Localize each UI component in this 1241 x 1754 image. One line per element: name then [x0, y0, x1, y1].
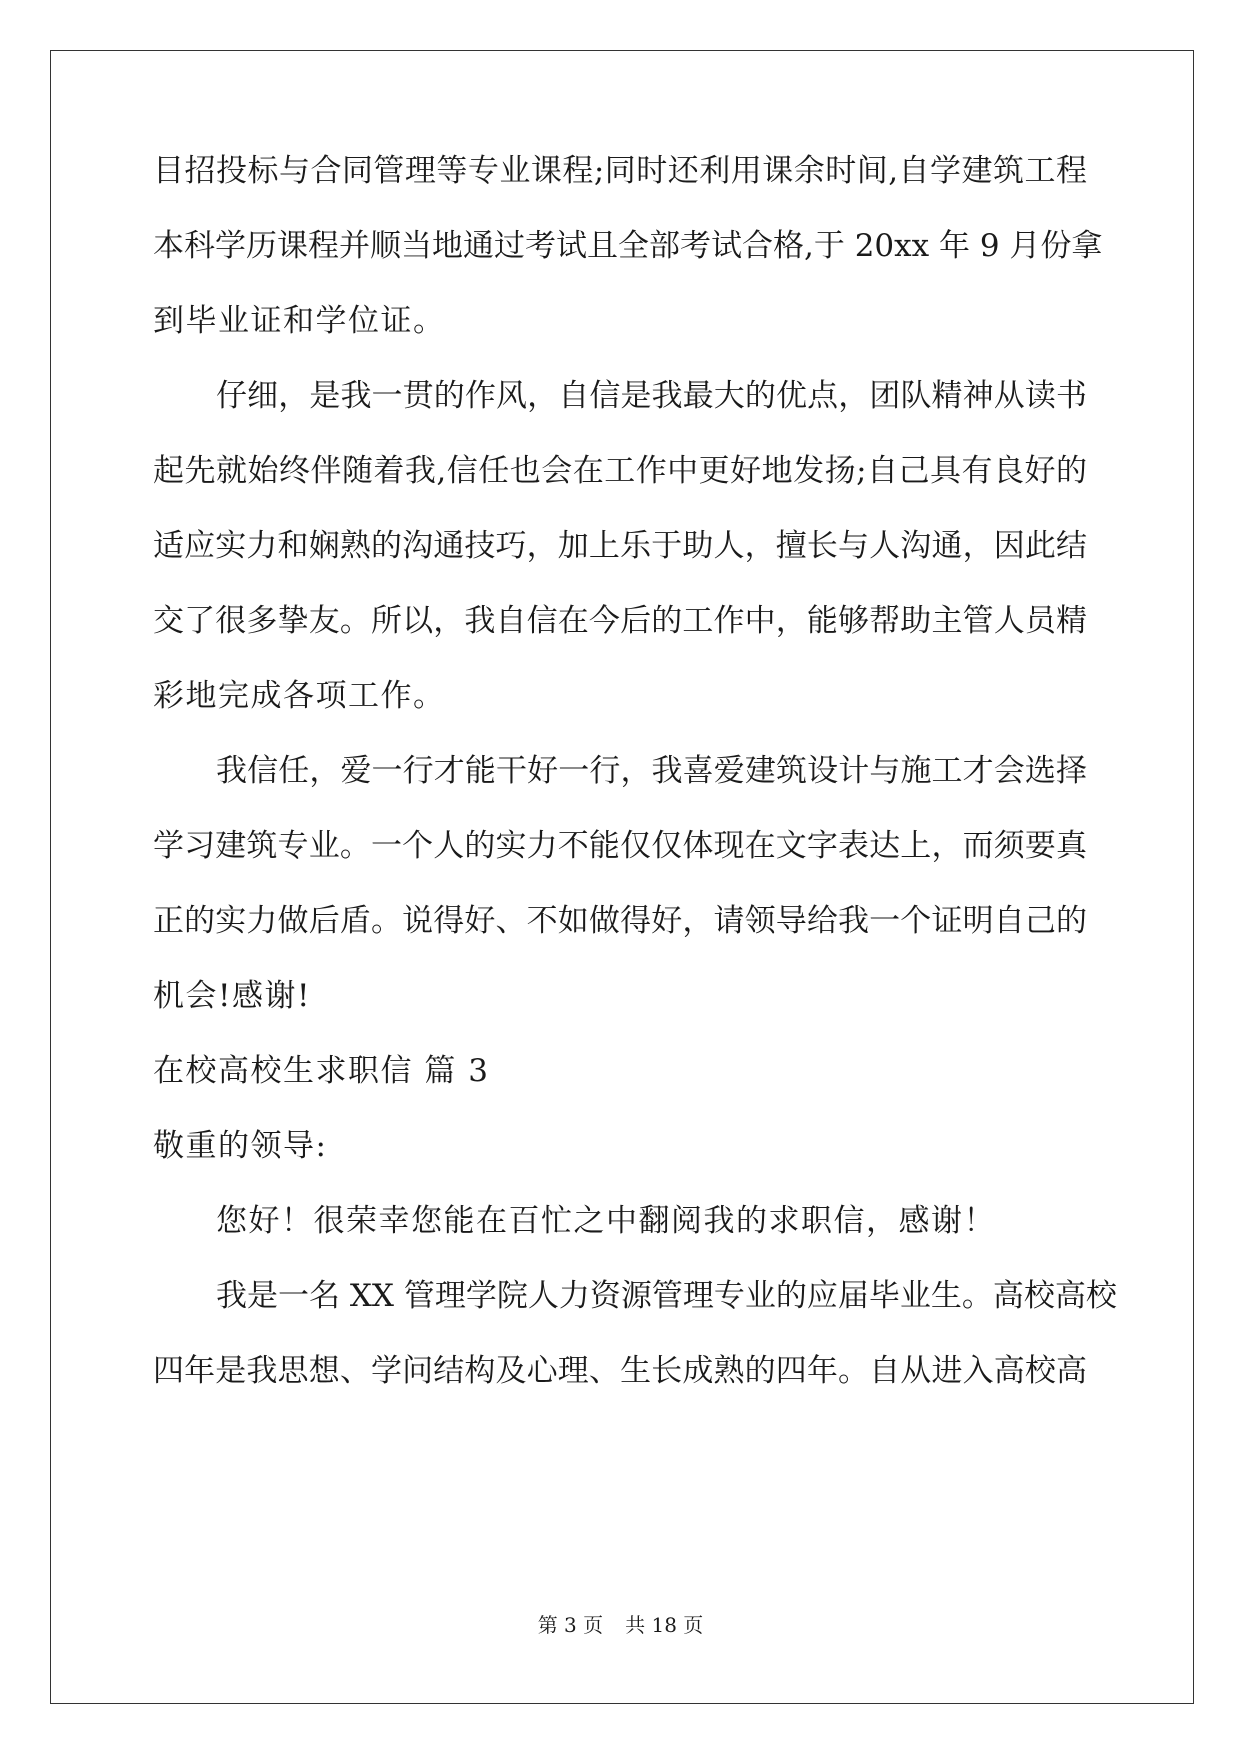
paragraph-start: 您好！很荣幸您能在百忙之中翻阅我的求职信，感谢！ [216, 1203, 996, 1239]
text-line: 机会!感谢! [153, 978, 311, 1014]
text-line: 交了很多挚友。所以，我自信在今后的工作中，能够帮助主管人员精 [153, 603, 1087, 639]
salutation: 敬重的领导: [153, 1128, 328, 1164]
text-line: 四年是我思想、学问结构及心理、生长成熟的四年。自从进入高校高 [153, 1353, 1087, 1389]
text-line: 到毕业证和学位证。 [153, 303, 446, 339]
paragraph-start: 我是一名 XX 管理学院人力资源管理专业的应届毕业生。高校高校 [216, 1278, 1117, 1314]
paragraph-start: 我信任，爱一行才能干好一行，我喜爱建筑设计与施工才会选择 [216, 753, 1087, 789]
text-line: 起先就始终伴随着我,信任也会在工作中更好地发扬;自己具有良好的 [153, 453, 1087, 489]
page-border [50, 50, 1194, 1704]
text-line: 适应实力和娴熟的沟通技巧，加上乐于助人，擅长与人沟通，因此结 [153, 528, 1087, 564]
text-line: 彩地完成各项工作。 [153, 678, 446, 714]
text-line: 本科学历课程并顺当地通过考试且全部考试合格,于 20xx 年 9 月份拿 [153, 228, 1103, 264]
text-line: 目招投标与合同管理等专业课程;同时还利用课余时间,自学建筑工程 [153, 153, 1087, 189]
page-total: 共 18 页 [625, 1613, 704, 1637]
page-number: 第 3 页 [537, 1613, 604, 1637]
page-footer [0, 1612, 1241, 1638]
text-line: 学习建筑专业。一个人的实力不能仅仅体现在文字表达上，而须要真 [153, 828, 1087, 864]
section-heading: 在校高校生求职信 篇 3 [153, 1053, 490, 1089]
paragraph-start: 仔细，是我一贯的作风，自信是我最大的优点，团队精神从读书 [216, 378, 1087, 414]
text-line: 正的实力做后盾。说得好、不如做得好，请领导给我一个证明自己的 [153, 903, 1087, 939]
